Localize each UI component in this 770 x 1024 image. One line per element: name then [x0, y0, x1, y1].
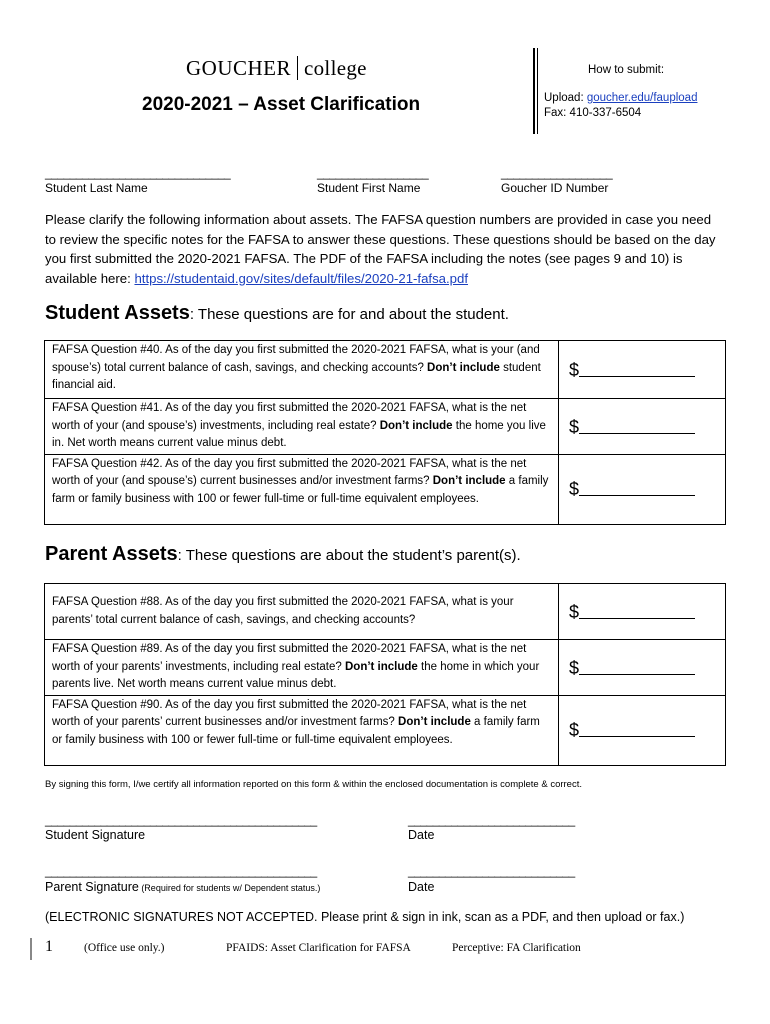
parent-assets-title: Parent Assets: [45, 543, 178, 565]
student-assets-table: [44, 340, 726, 525]
pfaids-label: PFAIDS: Asset Clarification for FAFSA: [226, 942, 411, 954]
q89-text-end: the home in which your parents live. Net worth means current value minus debt.: [52, 660, 540, 690]
q41-text: FAFSA Question #41. As of the day you first submitted the 2020-2021 FAFSA, what is the net worth of your (and spouse’s) investments, including real estate?: [52, 402, 527, 432]
student-signature-label: Student Signature: [45, 828, 146, 842]
q89-bold: Don’t include: [344, 660, 418, 673]
q41-text-end: the home you live in. Net worth means current value minus debt.: [52, 419, 546, 449]
student-assets-subtitle: : These questions are for and about the student.: [189, 306, 509, 323]
student-date-line[interactable]: ___________________________: [408, 813, 575, 827]
goucher-logo: [186, 56, 367, 81]
office-use-label: (Office use only.): [84, 942, 165, 954]
q90-amount[interactable]: [559, 695, 726, 765]
student-signature-line[interactable]: ____________________________________________: [45, 813, 317, 827]
q88-amount[interactable]: [559, 584, 726, 640]
dollar-sign: $: [569, 657, 580, 678]
goucher-id-label: Goucher ID Number: [501, 181, 609, 195]
header-divider: [533, 48, 535, 134]
table-row: [45, 584, 726, 640]
q89-text: FAFSA Question #89. As of the day you first submitted the 2020-2021 FAFSA, what is the net worth of your parents’ investments, including real estate?: [52, 643, 527, 673]
form-title: 2020-2021 – Asset Clarification: [142, 94, 421, 115]
q90-text-end: a family farm or family business with 100 or fewer full-time or full-time equivalent employees.: [52, 716, 540, 746]
dollar-sign: $: [569, 359, 580, 380]
parent-signature-text: Parent Signature: [45, 880, 139, 894]
fafsa-pdf-link[interactable]: https://studentaid.gov/sites/default/files/2020-21-fafsa.pdf: [134, 270, 469, 286]
q40-text-end: student financial aid.: [52, 361, 541, 391]
dollar-sign: $: [569, 720, 580, 741]
q40-amount[interactable]: [559, 341, 726, 399]
certification-statement: By signing this form, I/we certify all information reported on this form & within the enclosed documentation is complete & correct.: [45, 779, 582, 790]
goucher-id-line[interactable]: __________________: [501, 166, 613, 180]
header-divider-inner: [537, 48, 538, 134]
intro-text: Please clarify the following information about assets. The FAFSA question numbers are provided in case you need to review the specific notes for the FAFSA to answer these questions. These questions should be based on the day you first submitted the 2020-2021 FAFSA. The PDF of the FAFSA including the notes (see pages 9 and 10) is available here:: [45, 212, 716, 286]
q40-text: FAFSA Question #40. As of the day you first submitted the 2020-2021 FAFSA, what is your (and spouse’s) total current balance of cash, savings, and checking accounts?: [52, 344, 540, 374]
q89-amount[interactable]: [559, 640, 726, 696]
q42-text-end: a family farm or family business with 100 or fewer full-time or full-time equivalent employees.: [52, 475, 549, 505]
parent-date-line[interactable]: ___________________________: [408, 864, 575, 878]
q41-amount-line[interactable]: [579, 417, 695, 434]
parent-signature-label: [45, 880, 320, 894]
table-row: [45, 695, 726, 765]
last-name-line[interactable]: ______________________________: [45, 166, 231, 180]
parent-signature-note: (Required for students w/ Dependent status.): [138, 883, 321, 893]
q42-bold: Don’t include: [432, 475, 506, 487]
q40-amount-line[interactable]: [579, 360, 695, 377]
page-number: 1: [45, 938, 53, 955]
q89-amount-line[interactable]: [579, 658, 695, 675]
parent-assets-subtitle: : These questions are about the student’s parent(s).: [177, 547, 521, 564]
upload-info: [544, 92, 697, 104]
question-90: [45, 695, 559, 765]
table-row: [45, 454, 726, 524]
intro-paragraph: [45, 210, 725, 288]
footer-margin-bar: [30, 938, 32, 960]
parent-assets-heading: [45, 543, 521, 566]
parent-date-label: Date: [408, 880, 435, 894]
dollar-sign: $: [569, 479, 580, 500]
question-40: [45, 341, 559, 399]
q42-text: FAFSA Question #42. As of the day you first submitted the 2020-2021 FAFSA, what is the net worth of your (and spouse’s) current businesses and/or investment farms?: [52, 457, 527, 487]
q88-amount-line[interactable]: [579, 602, 695, 619]
q42-amount[interactable]: [559, 454, 726, 524]
q41-bold: Don’t include: [379, 419, 453, 432]
table-row: [45, 640, 726, 696]
q90-amount-line[interactable]: [579, 720, 695, 737]
electronic-signature-note: (ELECTRONIC SIGNATURES NOT ACCEPTED. Please print & sign in ink, scan as a PDF, and then upload or fax.): [45, 910, 685, 924]
dollar-sign: $: [569, 416, 580, 437]
logo-sub: college: [304, 56, 367, 80]
last-name-label: Student Last Name: [45, 181, 148, 195]
upload-link[interactable]: goucher.edu/faupload: [586, 92, 698, 104]
question-89: [45, 640, 559, 696]
q40-bold: Don’t include: [427, 361, 500, 374]
first-name-line[interactable]: __________________: [317, 166, 429, 180]
question-41: [45, 399, 559, 455]
q42-amount-line[interactable]: [579, 479, 695, 496]
fax-number: Fax: 410-337-6504: [544, 107, 642, 119]
q41-amount[interactable]: [559, 399, 726, 455]
q90-text: FAFSA Question #90. As of the day you first submitted the 2020-2021 FAFSA, what is the net worth of your parents’ current businesses and/or investment farms?: [52, 698, 527, 728]
parent-assets-table: [44, 583, 726, 766]
table-row: [45, 399, 726, 455]
dollar-sign: $: [569, 601, 580, 622]
q88-text: FAFSA Question #88. As of the day you first submitted the 2020-2021 FAFSA, what is your parents’ total current balance of cash, savings, and checking accounts?: [52, 596, 514, 626]
student-date-label: Date: [408, 828, 435, 842]
question-88: [45, 584, 559, 640]
upload-label: Upload:: [544, 92, 587, 104]
q90-bold: Don’t include: [398, 716, 471, 728]
logo-main: GOUCHER: [186, 56, 292, 80]
question-42: [45, 454, 559, 524]
first-name-label: Student First Name: [317, 181, 421, 195]
student-assets-heading: [45, 302, 509, 325]
student-assets-title: Student Assets: [45, 302, 190, 324]
parent-signature-line[interactable]: ____________________________________________: [45, 864, 317, 878]
perceptive-label: Perceptive: FA Clarification: [452, 942, 581, 954]
logo-divider: [297, 56, 298, 80]
how-to-submit: How to submit:: [588, 64, 665, 76]
table-row: [45, 341, 726, 399]
